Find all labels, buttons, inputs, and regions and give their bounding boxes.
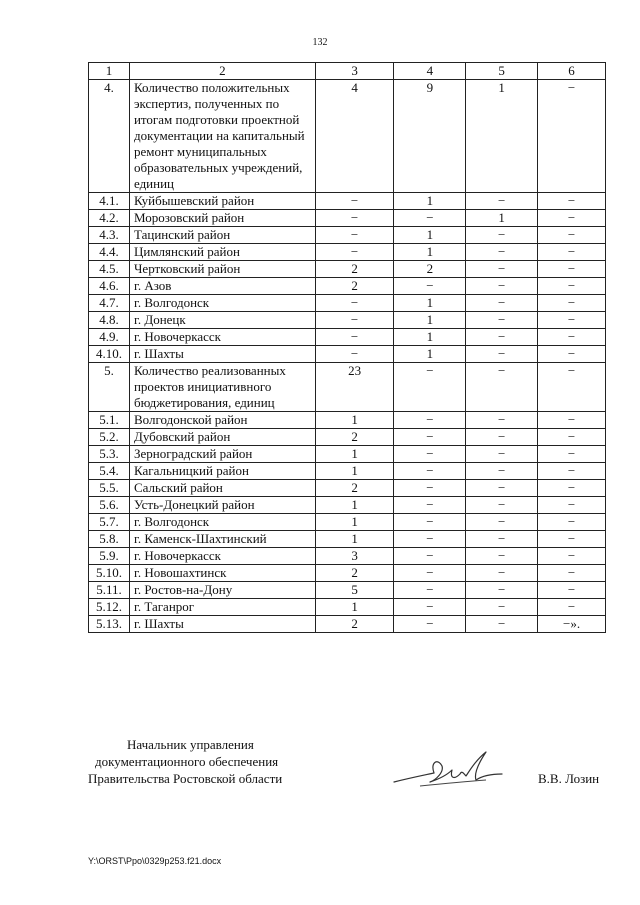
row-number: 5.11.	[89, 582, 130, 599]
cell-col-3: 1	[315, 463, 394, 480]
cell-col-4: −	[394, 363, 466, 412]
table-row	[89, 329, 606, 346]
cell-col-4: −	[394, 514, 466, 531]
cell-col-3: 2	[315, 261, 394, 278]
row-name: г. Новошахтинск	[129, 565, 315, 582]
cell-col-3: −	[315, 312, 394, 329]
cell-col-4: 1	[394, 346, 466, 363]
cell-col-3: 1	[315, 531, 394, 548]
row-name: г. Ростов-на-Дону	[129, 582, 315, 599]
cell-col-5: −	[466, 548, 538, 565]
cell-col-4: −	[394, 480, 466, 497]
cell-col-5: 1	[466, 80, 538, 193]
cell-col-6: −	[538, 514, 606, 531]
cell-col-6: −	[538, 497, 606, 514]
cell-col-6: −	[538, 531, 606, 548]
header-col-4: 4	[394, 63, 466, 80]
table-header-row	[89, 63, 606, 80]
table-row	[89, 565, 606, 582]
cell-col-6: −	[538, 429, 606, 446]
cell-col-4: −	[394, 446, 466, 463]
signature-title-line-2: документационного обеспечения	[95, 754, 279, 769]
row-number: 4.2.	[89, 210, 130, 227]
cell-col-3: 1	[315, 514, 394, 531]
cell-col-4: −	[394, 616, 466, 633]
row-name: Цимлянский район	[129, 244, 315, 261]
row-number: 4.10.	[89, 346, 130, 363]
row-name: г. Шахты	[129, 346, 315, 363]
cell-col-3: 5	[315, 582, 394, 599]
cell-col-6: −	[538, 599, 606, 616]
cell-col-3: 2	[315, 565, 394, 582]
row-number: 4.9.	[89, 329, 130, 346]
table-row	[89, 363, 606, 412]
cell-col-6: −	[538, 312, 606, 329]
row-name: Куйбышевский район	[129, 193, 315, 210]
cell-col-3: −	[315, 329, 394, 346]
cell-col-6: −	[538, 278, 606, 295]
cell-col-6: −	[538, 548, 606, 565]
row-number: 5.7.	[89, 514, 130, 531]
cell-col-3: 2	[315, 616, 394, 633]
table-row	[89, 210, 606, 227]
table-row	[89, 429, 606, 446]
cell-col-4: 1	[394, 312, 466, 329]
cell-col-3: −	[315, 295, 394, 312]
cell-col-5: −	[466, 346, 538, 363]
table-row	[89, 244, 606, 261]
cell-col-6: −	[538, 346, 606, 363]
row-number: 4.4.	[89, 244, 130, 261]
row-name: г. Волгодонск	[129, 295, 315, 312]
header-col-2: 2	[129, 63, 315, 80]
row-name: г. Волгодонск	[129, 514, 315, 531]
cell-col-4: −	[394, 565, 466, 582]
table-row	[89, 227, 606, 244]
row-number: 5.12.	[89, 599, 130, 616]
table-row	[89, 193, 606, 210]
cell-col-6: −	[538, 244, 606, 261]
cell-col-5: −	[466, 312, 538, 329]
page-number: 132	[312, 37, 328, 48]
cell-col-5: 1	[466, 210, 538, 227]
cell-col-4: 1	[394, 227, 466, 244]
cell-col-4: 1	[394, 244, 466, 261]
cell-col-5: −	[466, 565, 538, 582]
row-number: 4.3.	[89, 227, 130, 244]
row-name: г. Новочеркасск	[129, 548, 315, 565]
header-col-6: 6	[538, 63, 606, 80]
row-number: 5.10.	[89, 565, 130, 582]
table-row	[89, 346, 606, 363]
table-row	[89, 548, 606, 565]
cell-col-3: 1	[315, 599, 394, 616]
cell-col-4: −	[394, 429, 466, 446]
cell-col-6: −	[538, 565, 606, 582]
cell-col-5: −	[466, 429, 538, 446]
cell-col-5: −	[466, 329, 538, 346]
row-name: Морозовский район	[129, 210, 315, 227]
cell-col-5: −	[466, 446, 538, 463]
cell-col-5: −	[466, 244, 538, 261]
cell-col-3: −	[315, 210, 394, 227]
cell-col-4: 1	[394, 193, 466, 210]
row-name: г. Донецк	[129, 312, 315, 329]
table-row	[89, 497, 606, 514]
cell-col-5: −	[466, 193, 538, 210]
cell-col-6: −	[538, 227, 606, 244]
header-col-3: 3	[315, 63, 394, 80]
row-name: г. Новочеркасск	[129, 329, 315, 346]
cell-col-6: −	[538, 582, 606, 599]
table-row	[89, 616, 606, 633]
row-name: Тацинский район	[129, 227, 315, 244]
table-row	[89, 412, 606, 429]
row-name: Усть-Донецкий район	[129, 497, 315, 514]
table-row	[89, 312, 606, 329]
cell-col-5: −	[466, 599, 538, 616]
row-number: 4.7.	[89, 295, 130, 312]
cell-col-6: −	[538, 329, 606, 346]
row-number: 5.2.	[89, 429, 130, 446]
row-number: 5.6.	[89, 497, 130, 514]
cell-col-5: −	[466, 480, 538, 497]
cell-col-4: −	[394, 548, 466, 565]
row-name: г. Каменск-Шахтинский	[129, 531, 315, 548]
row-number: 4.1.	[89, 193, 130, 210]
row-name: Кагальницкий район	[129, 463, 315, 480]
handwritten-signature	[390, 740, 510, 800]
row-name: г. Шахты	[129, 616, 315, 633]
cell-col-5: −	[466, 278, 538, 295]
cell-col-6: −	[538, 480, 606, 497]
cell-col-6: −	[538, 193, 606, 210]
row-name: Количество реализованных проектов инициативного бюджетирования, единиц	[129, 363, 315, 412]
cell-col-6: −	[538, 412, 606, 429]
row-name: г. Таганрог	[129, 599, 315, 616]
row-name: Сальский район	[129, 480, 315, 497]
table-row	[89, 480, 606, 497]
table-row	[89, 514, 606, 531]
cell-col-6: −	[538, 363, 606, 412]
cell-col-4: 9	[394, 80, 466, 193]
cell-col-5: −	[466, 463, 538, 480]
signature-title-line-1: Начальник управления	[127, 737, 254, 752]
data-table	[88, 62, 606, 633]
cell-col-4: −	[394, 497, 466, 514]
cell-col-5: −	[466, 363, 538, 412]
cell-col-3: 1	[315, 497, 394, 514]
signer-name: В.В. Лозин	[538, 771, 600, 786]
table-row	[89, 446, 606, 463]
row-number: 4.	[89, 80, 130, 193]
cell-col-6: −	[538, 446, 606, 463]
table-row	[89, 80, 606, 193]
cell-col-6: −	[538, 80, 606, 193]
table-row	[89, 582, 606, 599]
file-path-footer: Y:\ORST\Ppo\0329p253.f21.docx	[88, 856, 222, 866]
row-number: 5.13.	[89, 616, 130, 633]
cell-col-3: −	[315, 193, 394, 210]
cell-col-4: −	[394, 278, 466, 295]
row-number: 5.1.	[89, 412, 130, 429]
cell-col-4: 1	[394, 295, 466, 312]
row-number: 4.8.	[89, 312, 130, 329]
table-row	[89, 261, 606, 278]
cell-col-4: 1	[394, 329, 466, 346]
cell-col-6: −	[538, 463, 606, 480]
row-name: Волгодонской район	[129, 412, 315, 429]
cell-col-5: −	[466, 582, 538, 599]
cell-col-3: 23	[315, 363, 394, 412]
cell-col-5: −	[466, 616, 538, 633]
cell-col-4: −	[394, 531, 466, 548]
table-row	[89, 278, 606, 295]
cell-col-6: −	[538, 261, 606, 278]
cell-col-5: −	[466, 531, 538, 548]
cell-col-5: −	[466, 514, 538, 531]
row-name: Дубовский район	[129, 429, 315, 446]
cell-col-3: −	[315, 346, 394, 363]
cell-col-4: −	[394, 599, 466, 616]
table-row	[89, 463, 606, 480]
row-number: 5.5.	[89, 480, 130, 497]
cell-col-3: 2	[315, 429, 394, 446]
header-col-1: 1	[89, 63, 130, 80]
cell-col-4: −	[394, 582, 466, 599]
cell-col-4: 2	[394, 261, 466, 278]
row-number: 5.	[89, 363, 130, 412]
row-number: 5.9.	[89, 548, 130, 565]
row-name: Количество положительных экспертиз, полученных по итогам подготовки проектной документации на капитальный ремонт муниципальных образовательных учреждений, единиц	[129, 80, 315, 193]
cell-col-3: 2	[315, 278, 394, 295]
cell-col-6: −	[538, 210, 606, 227]
cell-col-5: −	[466, 412, 538, 429]
cell-col-4: −	[394, 463, 466, 480]
row-number: 5.8.	[89, 531, 130, 548]
cell-col-5: −	[466, 227, 538, 244]
row-number: 4.6.	[89, 278, 130, 295]
cell-col-3: 4	[315, 80, 394, 193]
cell-col-3: 2	[315, 480, 394, 497]
cell-col-4: −	[394, 412, 466, 429]
table-row	[89, 531, 606, 548]
cell-col-6: −».	[538, 616, 606, 633]
signature-title-line-3: Правительства Ростовской области	[88, 771, 283, 786]
row-name: Зерноградский район	[129, 446, 315, 463]
table-row	[89, 599, 606, 616]
row-name: г. Азов	[129, 278, 315, 295]
cell-col-4: −	[394, 210, 466, 227]
cell-col-3: −	[315, 244, 394, 261]
row-name: Чертковский район	[129, 261, 315, 278]
cell-col-5: −	[466, 295, 538, 312]
row-number: 5.4.	[89, 463, 130, 480]
row-number: 5.3.	[89, 446, 130, 463]
cell-col-3: 1	[315, 412, 394, 429]
cell-col-5: −	[466, 261, 538, 278]
cell-col-5: −	[466, 497, 538, 514]
table-row	[89, 295, 606, 312]
cell-col-3: 3	[315, 548, 394, 565]
cell-col-6: −	[538, 295, 606, 312]
cell-col-3: −	[315, 227, 394, 244]
header-col-5: 5	[466, 63, 538, 80]
cell-col-3: 1	[315, 446, 394, 463]
row-number: 4.5.	[89, 261, 130, 278]
